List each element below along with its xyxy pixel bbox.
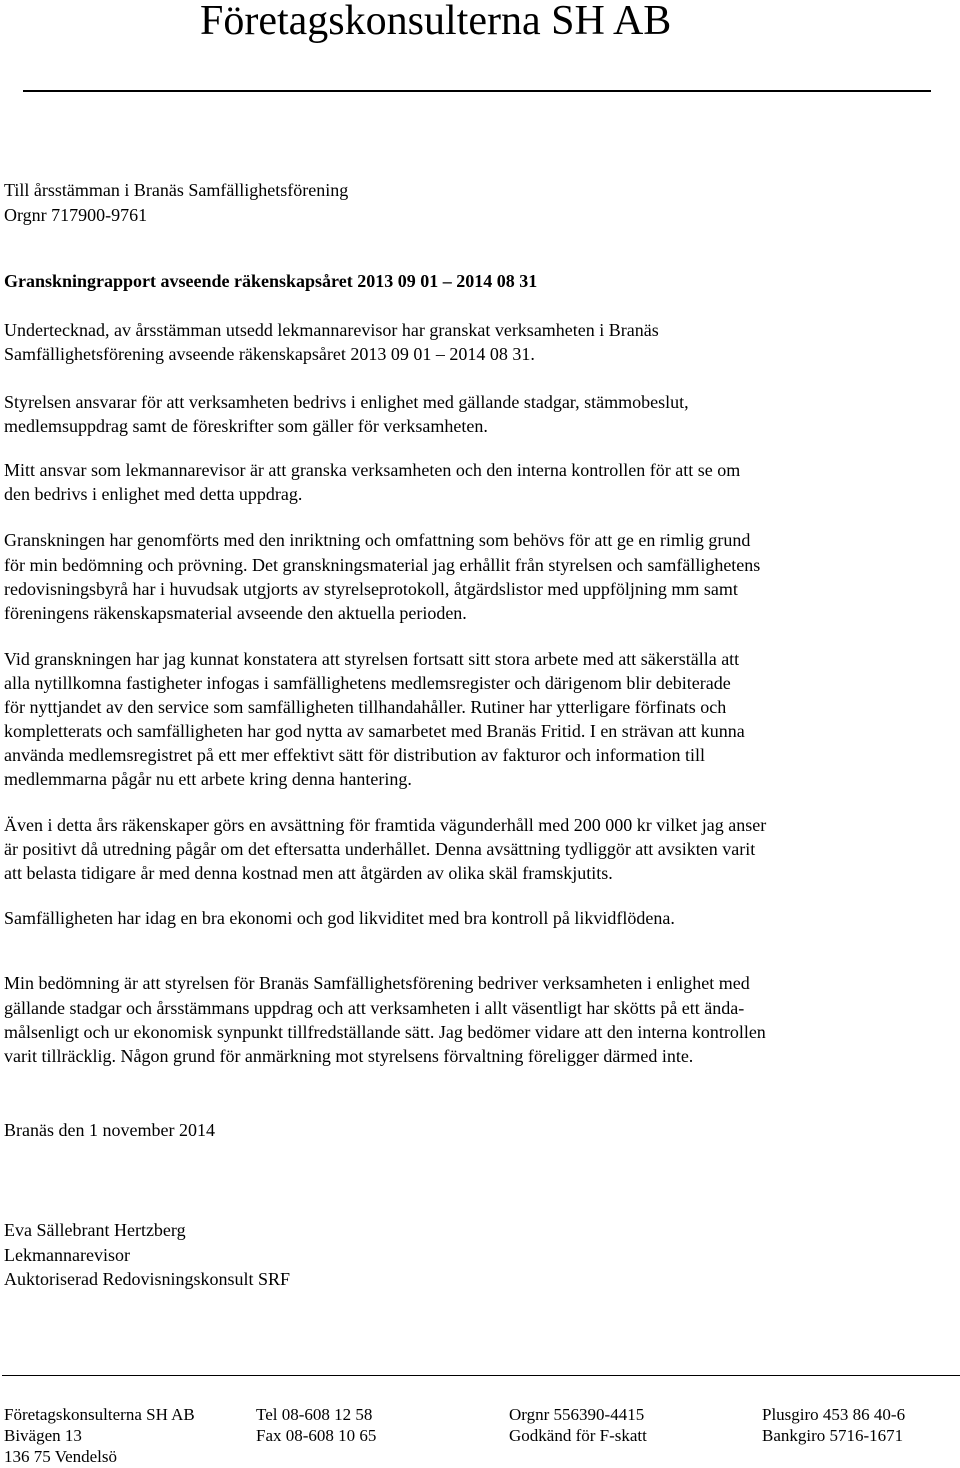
paragraph-4-line-3: redovisningsbyrå har i huvudsak utgjorts av styrelseprotokoll, åtgärdslistor med uppföljning mm samt [4, 579, 738, 599]
footer-street-address: Bivägen 13 [4, 1426, 82, 1445]
paragraph-8-line-1: Min bedömning är att styrelsen för Branäs Samfällighetsförening bedriver verksamheten i enlighet med [4, 973, 750, 993]
paragraph-6-line-3: att belasta tidigare år med denna kostnad men att åtgärden av olika skäl framskjutits. [4, 863, 613, 883]
addressee-org-number: Orgnr 717900-9761 [4, 205, 148, 225]
paragraph-2-line-1: Styrelsen ansvarar för att verksamheten bedrivs i enlighet med gällande stadgar, stämmobeslut, [4, 392, 689, 412]
report-title: Granskningrapport avseende räkenskapsåret 2013 09 01 – 2014 08 31 [4, 271, 538, 291]
date-line: Branäs den 1 november 2014 [4, 1120, 215, 1140]
paragraph-4-line-4: föreningens räkenskapsmaterial avseende den aktuella perioden. [4, 603, 467, 623]
paragraph-5-line-3: för nyttjandet av den service som samfälligheten tillhandahåller. Rutiner har ytterligare förfinats och [4, 697, 727, 717]
addressee-line-1: Till årsstämman i Branäs Samfällighetsförening [4, 180, 349, 200]
paragraph-5-line-6: medlemmarna pågår nu ett arbete kring denna hantering. [4, 769, 412, 789]
footer-fax: Fax 08-608 10 65 [256, 1426, 377, 1445]
footer-company-name: Företagskonsulterna SH AB [4, 1405, 195, 1424]
paragraph-3-line-1: Mitt ansvar som lekmannarevisor är att granska verksamheten och den interna kontrollen för att se om [4, 460, 741, 480]
footer-plusgiro: Plusgiro 453 86 40-6 [762, 1405, 906, 1424]
paragraph-7-line-1: Samfälligheten har idag en bra ekonomi och god likviditet med bra kontroll på likvidflödena. [4, 908, 675, 928]
paragraph-6-line-2: är positivt då utredning pågår om det eftersatta underhållet. Denna avsättning tydliggör att avsikten varit [4, 839, 756, 859]
footer-f-tax: Godkänd för F-skatt [509, 1426, 647, 1445]
paragraph-4-line-2: för min bedömning och prövning. Det granskningsmaterial jag erhållit från styrelsen och samfällighetens [4, 555, 761, 575]
footer-bankgiro: Bankgiro 5716-1671 [762, 1426, 904, 1445]
paragraph-5-line-4: kompletterats och samfälligheten har god nytta av samarbetet med Branäs Fritid. I en strävan att kunna [4, 721, 745, 741]
paragraph-5-line-1: Vid granskningen har jag kunnat konstatera att styrelsen fortsatt sitt stora arbete med att säkerställa att [4, 649, 740, 669]
footer-rule [2, 1375, 960, 1376]
paragraph-1-line-1: Undertecknad, av årsstämman utsedd lekmannarevisor har granskat verksamheten i Branäs [4, 320, 659, 340]
company-letterhead-title: Företagskonsulterna SH AB [200, 0, 672, 44]
paragraph-6-line-1: Även i detta års räkenskaper görs en avsättning för framtida vägunderhåll med 200 000 kr vilket jag anser [4, 815, 767, 835]
signature-name: Eva Sällebrant Hertzberg [4, 1220, 186, 1240]
signature-role: Lekmannarevisor [4, 1245, 130, 1265]
paragraph-8-line-2: gällande stadgar och årsstämmans uppdrag och att verksamheten i allt väsentligt har skötts på ett ända- [4, 998, 745, 1018]
paragraph-5-line-5: använda medlemsregistret på ett mer effektivt sätt för distribution av fakturor och information till [4, 745, 705, 765]
footer-phone: Tel 08-608 12 58 [256, 1405, 373, 1424]
footer-org-number: Orgnr 556390-4415 [509, 1405, 645, 1424]
paragraph-1-line-2: Samfällighetsförening avseende räkenskapsåret 2013 09 01 – 2014 08 31. [4, 344, 535, 364]
paragraph-8-line-3: målsenligt och ur ekonomisk synpunkt tillfredställande sätt. Jag bedömer vidare att den interna kontrollen [4, 1022, 766, 1042]
paragraph-3-line-2: den bedrivs i enlighet med detta uppdrag. [4, 484, 303, 504]
paragraph-5-line-2: alla nytillkomna fastigheter infogas i samfällighetens medlemsregister och därigenom blir debiterade [4, 673, 731, 693]
letterhead-rule [23, 90, 931, 92]
paragraph-2-line-2: medlemsuppdrag samt de föreskrifter som gäller för verksamheten. [4, 416, 488, 436]
signature-title: Auktoriserad Redovisningskonsult SRF [4, 1269, 291, 1289]
paragraph-8-line-4: varit tillräcklig. Någon grund för anmärkning mot styrelsens förvaltning föreligger därmed inte. [4, 1046, 694, 1066]
paragraph-4-line-1: Granskningen har genomförts med den inriktning och omfattning som behövs för att ge en rimlig grund [4, 530, 751, 550]
footer-postal-address: 136 75 Vendelsö [4, 1447, 118, 1466]
